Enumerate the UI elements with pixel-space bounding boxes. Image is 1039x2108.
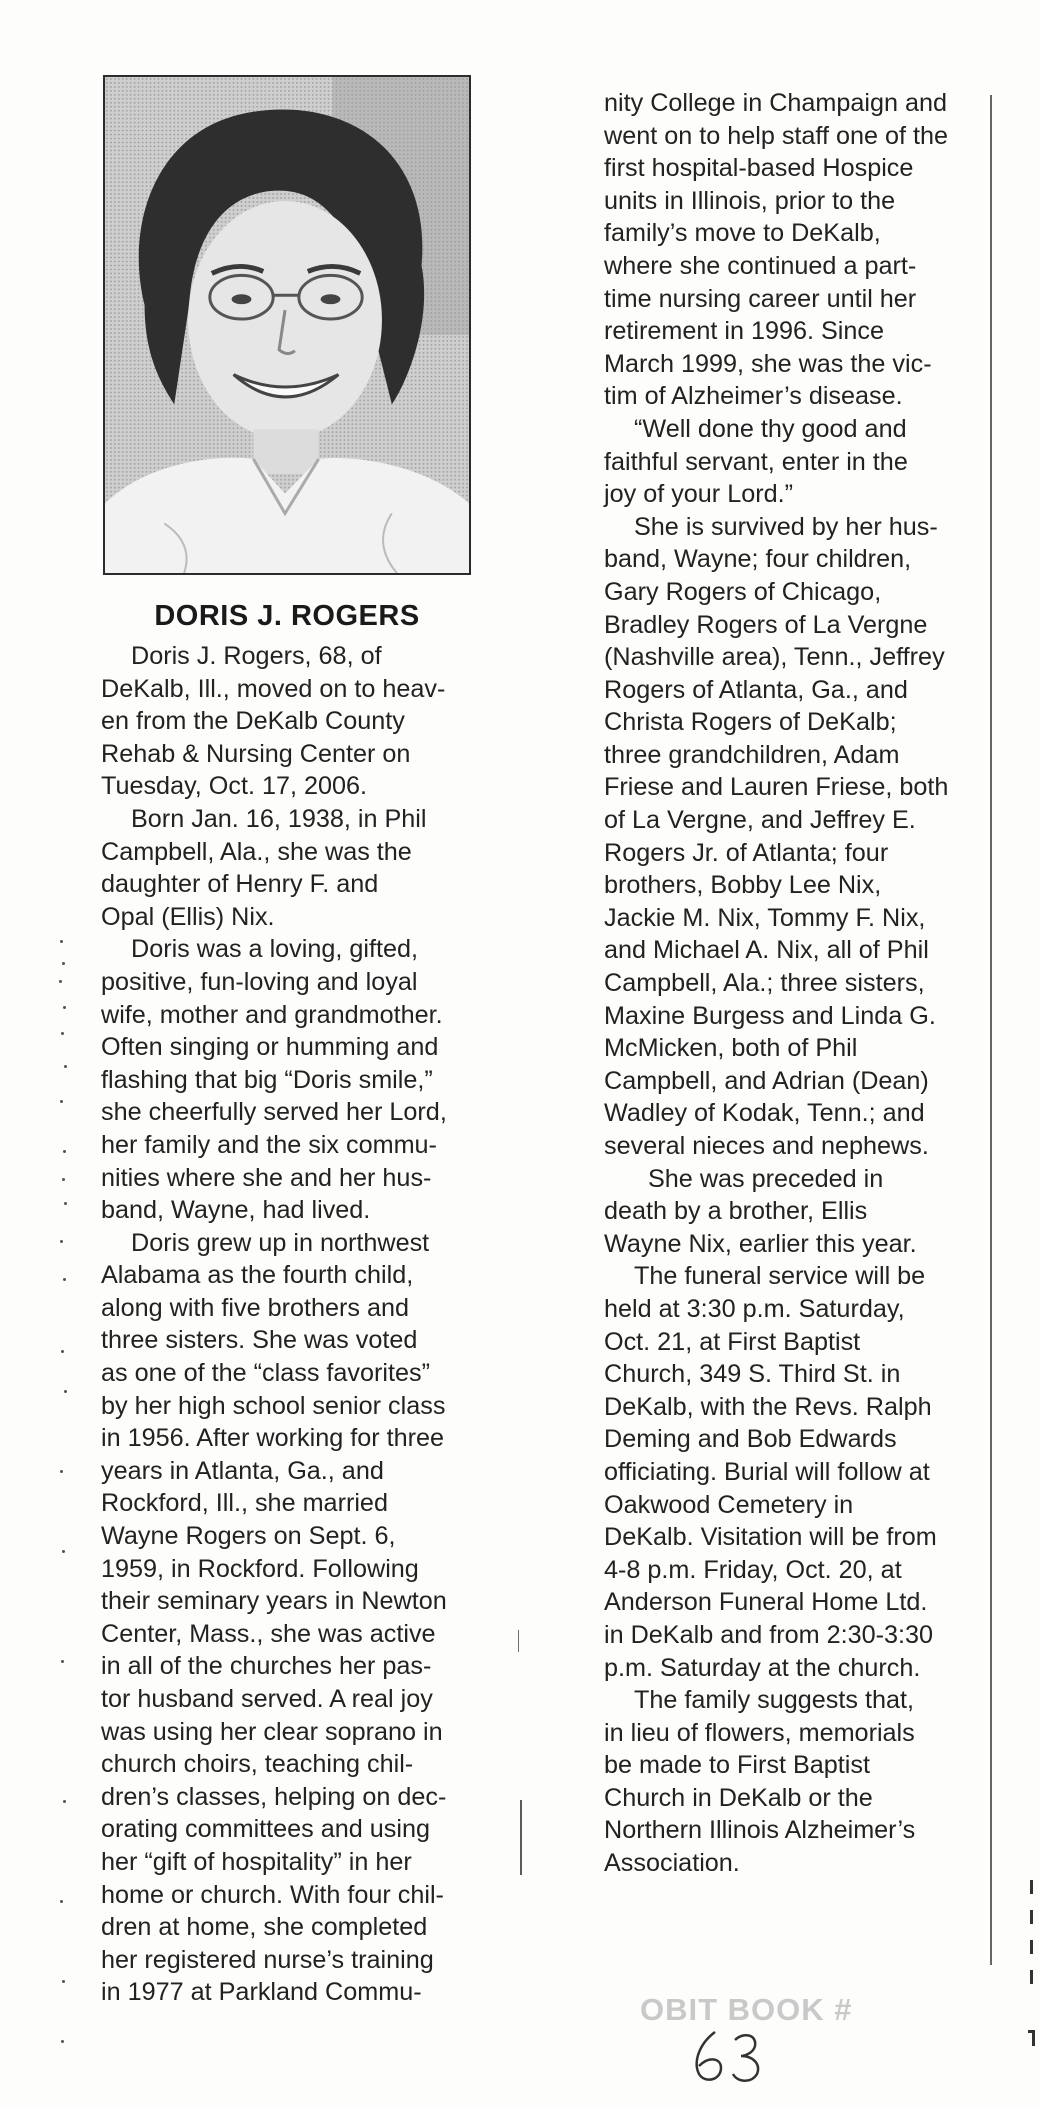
right-column-line: Wadley of Kodak, Tenn.; and [604,1099,925,1128]
handwritten-page-number [685,2026,775,2086]
right-column-line: Christa Rogers of DeKalb; [604,708,897,737]
left-column-line: 1959, in Rockford. Following [101,1554,419,1583]
edge-marks [1024,1880,1036,2060]
left-column-line: in 1956. After working for three [101,1424,445,1453]
left-column-line: along with five brothers and [101,1293,410,1322]
right-column-line: be made to First Baptist [604,1751,870,1780]
right-column-line: brothers, Bobby Lee Nix, [604,871,882,900]
left-column-line: in all of the churches her pas- [101,1652,432,1681]
left-column-line: she cheerfully served her Lord, [101,1098,447,1127]
right-column-line: death by a brother, Ellis [604,1197,868,1226]
right-column-line: Northern Illinois Alzheimer’s [604,1816,916,1845]
obit-book-stamp: OBIT BOOK # [640,1992,853,2027]
column-rule-right [990,95,992,1965]
right-column-line: The funeral service will be [634,1262,926,1291]
right-column-line: (Nashville area), Tenn., Jeffrey [604,643,945,672]
left-text-column [101,640,481,2009]
left-column-line: Doris was a loving, gifted, [131,935,418,964]
right-column-line: Jackie M. Nix, Tommy F. Nix, [604,903,926,932]
left-column-line: three sisters. She was voted [101,1326,418,1355]
right-column-line: family’s move to DeKalb, [604,219,881,248]
right-column-line: She is survived by her hus- [634,512,938,541]
left-column-line: her “gift of hospitality” in her [101,1847,412,1876]
right-column-line: joy of your Lord.” [604,480,793,509]
left-column-line: Rockford, Ill., she married [101,1489,388,1518]
right-column-line: Maxine Burgess and Linda G. [604,1001,936,1030]
obituary-headline: DORIS J. ROGERS [154,600,420,632]
margin-speckles [58,940,70,2060]
right-column-line: Gary Rogers of Chicago, [604,577,882,606]
left-column-line: wife, mother and grandmother. [101,1000,443,1029]
right-column-line: Rogers of Atlanta, Ga., and [604,675,908,704]
right-column-line: held at 3:30 p.m. Saturday, [604,1294,905,1323]
portrait-photo [103,75,471,575]
right-column-line: and Michael A. Nix, all of Phil [604,936,929,965]
portrait-image [105,77,469,573]
left-column-line: church choirs, teaching chil- [101,1750,414,1779]
right-column-line: several nieces and nephews. [604,1132,929,1160]
right-column-line: faithful servant, enter in the [604,447,908,476]
right-column-line: She was preceded in [648,1164,884,1193]
right-column-line: Campbell, and Adrian (Dean) [604,1066,929,1095]
right-column-line: 4-8 p.m. Friday, Oct. 20, at [604,1555,902,1584]
left-column-line: Wayne Rogers on Sept. 6, [101,1522,396,1551]
right-column-line: officiating. Burial will follow at [604,1457,930,1486]
right-column-line: Church in DeKalb or the [604,1783,873,1812]
right-column-line: time nursing career until her [604,284,917,313]
right-column-line: units in Illinois, prior to the [604,186,896,215]
left-column-line: Doris grew up in northwest [131,1228,430,1257]
right-column-line: went on to help staff one of the [604,121,949,150]
right-column-line: Campbell, Ala.; three sisters, [604,969,925,998]
left-column-line: was using her clear soprano in [101,1717,443,1746]
left-column-line: their seminary years in Newton [101,1587,447,1616]
right-column-line: DeKalb, with the Revs. Ralph [604,1392,932,1421]
left-column-line: Campbell, Ala., she was the [101,837,412,866]
left-column-line: dren’s classes, helping on dec- [101,1782,447,1811]
right-column-line: where she continued a part- [604,251,917,280]
right-column-line: p.m. Saturday at the church. [604,1653,921,1682]
left-column-line: positive, fun-loving and loyal [101,967,418,996]
left-column-line: her family and the six commu- [101,1130,437,1159]
left-column-line: Opal (Ellis) Nix. [101,902,275,931]
left-column-line: Center, Mass., she was active [101,1619,436,1648]
left-column-line: orating committees and using [101,1815,431,1844]
right-column-line: in DeKalb and from 2:30-3:30 [604,1620,934,1649]
left-column-line: Alabama as the fourth child, [101,1261,414,1290]
right-column-line: March 1999, she was the vic- [604,349,932,378]
right-column-line: Deming and Bob Edwards [604,1425,897,1454]
right-column-line: band, Wayne; four children, [604,545,912,574]
left-column-line: en from the DeKalb County [101,707,405,736]
right-column-line: nity College in Champaign and [604,89,948,117]
right-text-column [604,87,994,1880]
left-column-line: years in Atlanta, Ga., and [101,1456,384,1485]
right-column-line: Rogers Jr. of Atlanta; four [604,838,889,867]
left-column-line: her registered nurse’s training [101,1945,434,1974]
right-column-line: Oakwood Cemetery in [604,1490,854,1519]
right-column-line: The family suggests that, [634,1686,914,1715]
right-column-line: Church, 349 S. Third St. in [604,1360,901,1389]
left-column-line: dren at home, she completed [101,1913,428,1942]
right-column-line: in lieu of flowers, memorials [604,1718,915,1747]
left-column-line: Often singing or humming and [101,1033,439,1062]
column-rule-middle [520,1800,522,1875]
right-column-line: Wayne Nix, earlier this year. [604,1229,917,1258]
left-column-line: home or church. With four chil- [101,1880,444,1909]
left-column-line: daughter of Henry F. and [101,870,379,899]
right-column-line: Oct. 21, at First Baptist [604,1327,861,1356]
right-column-line: Association. [604,1849,740,1878]
right-column-line: three grandchildren, Adam [604,740,900,769]
right-column-line: Bradley Rogers of La Vergne [604,610,928,639]
left-column-line: band, Wayne, had lived. [101,1196,371,1225]
right-column-line: of La Vergne, and Jeffrey E. [604,806,916,835]
left-column-line: in 1977 at Parkland Commu- [101,1978,422,2007]
left-column-line: tor husband served. A real joy [101,1685,433,1713]
right-column-line: DeKalb. Visitation will be from [604,1523,937,1552]
column-rule-middle-mark [518,1630,519,1652]
right-column-line: retirement in 1996. Since [604,317,885,346]
right-column-line: Friese and Lauren Friese, both [604,773,949,802]
left-column-line: flashing that big “Doris smile,” [101,1065,433,1094]
left-column-line: nities where she and her hus- [101,1163,432,1192]
left-column-line: Doris J. Rogers, 68, of [131,642,382,670]
right-column-line: McMicken, both of Phil [604,1034,858,1063]
left-column-line: by her high school senior class [101,1391,446,1420]
left-column-line: Tuesday, Oct. 17, 2006. [101,772,368,801]
left-column-line: Rehab & Nursing Center on [101,739,411,768]
right-column-line: Anderson Funeral Home Ltd. [604,1588,928,1617]
left-column-line: as one of the “class favorites” [101,1359,430,1388]
left-column-line: DeKalb, Ill., moved on to heav- [101,674,446,703]
right-column-line: first hospital-based Hospice [604,154,914,183]
right-column-line: “Well done thy good and [634,414,907,443]
right-column-line: tim of Alzheimer’s disease. [604,382,903,411]
left-column-line: Born Jan. 16, 1938, in Phil [131,804,427,833]
